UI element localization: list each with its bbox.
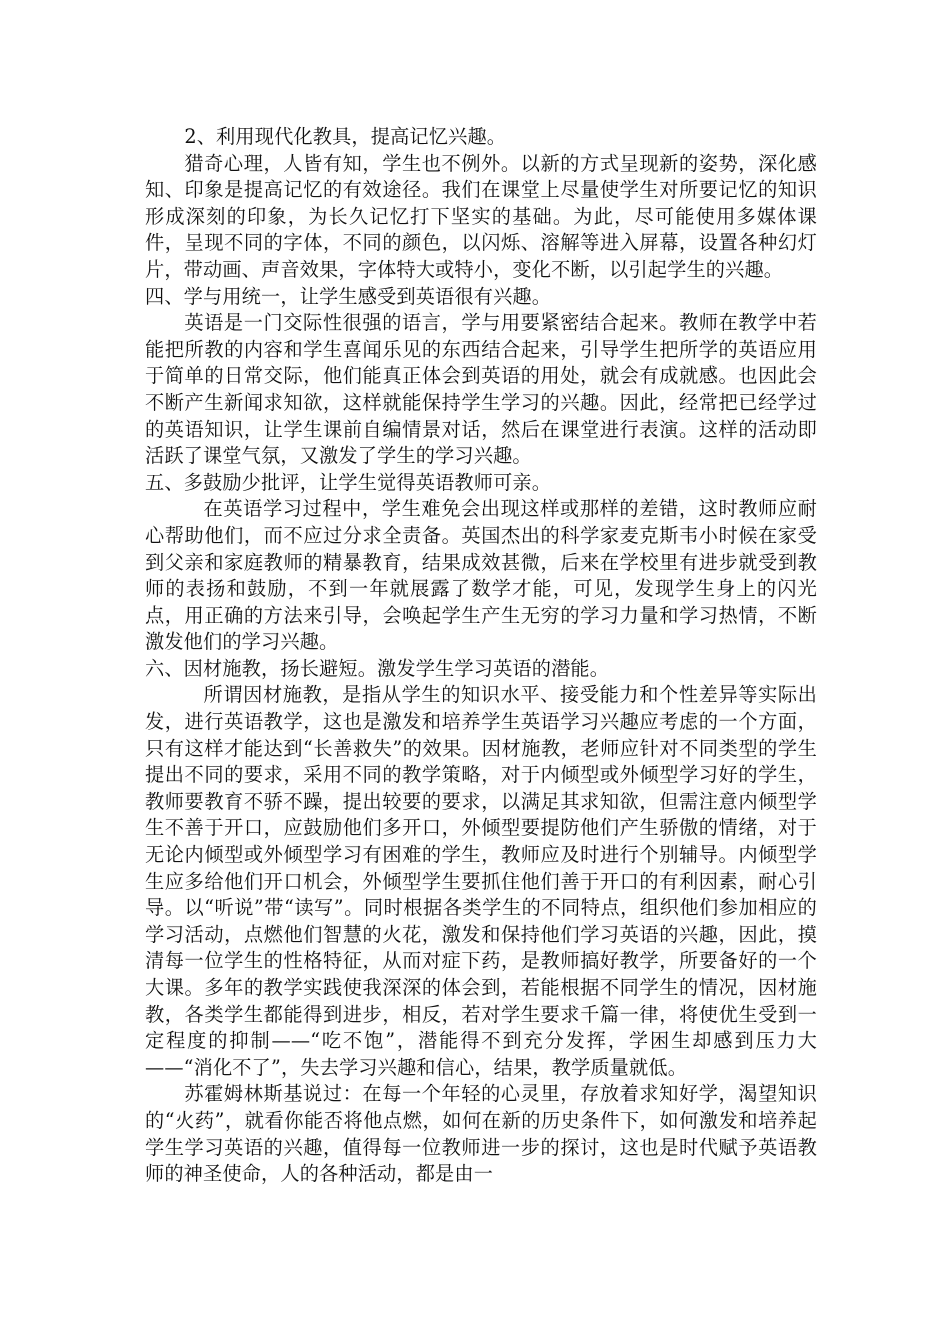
paragraph-encouragement: 在英语学习过程中，学生难免会出现这样或那样的差错，这时教师应耐心帮助他们，而不应过分求全责备。英国杰出的科学家麦克斯韦小时候在家受到父亲和家庭教师的精暴教育，结果成效甚微，后来在学校里有进步就受到教师的表扬和鼓励，不到一年就展露了数学才能，可见，发现学生身上的闪光点，用正确的方法来引导，会唤起学生产生无穷的学习力量和学习热情，不断激发他们的学习兴趣。 xyxy=(145,497,817,654)
section-heading-6: 六、因材施教，扬长避短。激发学生学习英语的潜能。 xyxy=(145,656,610,680)
paragraph-sukhomlinsky: 苏霍姆林斯基说过：在每一个年轻的心灵里，存放着求知好学，渴望知识的“火药”，就看你能否将他点燃，如何在新的历史条件下，如何激发和培养起学生学习英语的兴趣，值得每一位教师进一步的探讨，这也是时代赋予英语教师的神圣使命，人的各种活动，都是由一 xyxy=(145,1082,817,1186)
document-body xyxy=(145,124,817,1188)
section-heading-5: 五、多鼓励少批评，让学生觉得英语教师可亲。 xyxy=(145,470,552,494)
section-heading-4: 四、学与用统一，让学生感受到英语很有兴趣。 xyxy=(145,284,552,308)
paragraph-memory-interest: 猎奇心理，人皆有知，学生也不例外。以新的方式呈现新的姿势，深化感知、印象是提高记忆的有效途径。我们在课堂上尽量使学生对所要记忆的知识形成深刻的印象，为长久记忆打下坚实的基础。为此，尽可能使用多媒体课件，呈现不同的字体，不同的颜色，以闪烁、溶解等进入屏幕，设置各种幻灯片，带动画、声音效果，字体特大或特小，变化不断，以引起学生的兴趣。 xyxy=(145,151,817,281)
subheading-2: 2、利用现代化教具，提高记忆兴趣。 xyxy=(184,125,507,148)
paragraph-learning-use: 英语是一门交际性很强的语言，学与用要紧密结合起来。教师在教学中若能把所教的内容和学生喜闻乐见的东西结合起来，引导学生把所学的英语应用于简单的日常交际，他们能真正体会到英语的用处，就会有成就感。也因此会不断产生新闻求知欲，这样就能保持学生学习的兴趣。因此，经常把已经学过的英语知识，让学生课前自编情景对话，然后在课堂进行表演。这样的活动即活跃了课堂气氛，又激发了学生的学习兴趣。 xyxy=(145,311,817,468)
paragraph-individualized-teaching: 所谓因材施教，是指从学生的知识水平、接受能力和个性差异等实际出发，进行英语教学，这也是激发和培养学生英语学习兴趣应考虑的一个方面，只有这样才能达到“长善救失”的效果。因材施教，老师应针对不同类型的学生提出不同的要求，采用不同的教学策略，对于内倾型或外倾型学习好的学生，教师要教育不骄不躁，提出较要的要求，以满足其求知欲，但需注意内倾型学生不善于开口，应鼓励他们多开口，外倾型要提防他们产生骄傲的情绪，对于无论内倾型或外倾型学习有困难的学生，教师应及时进行个别辅导。内倾型学生应多给他们开口机会，外倾型学生要抓住他们善于开口的有利因素，耐心引导。以“听说”带“读写”。同时根据各类学生的不同特点，组织他们参加相应的学习活动，点燃他们智慧的火花，激发和保持他们学习英语的兴趣，因此，摸清每一位学生的性格特征，从而对症下药，是教师搞好教学，所要备好的一个大课。多年的教学实践使我深深的体会到，若能根据不同学生的情况，因材施教，各类学生都能得到进步，相反，若对学生要求千篇一律，将使优生受到一定程度的抑制——“吃不饱”，潜能得不到充分发挥，学困生却感到压力大——“消化不了”，失去学习兴趣和信心，结果，教学质量就低。 xyxy=(145,683,817,1079)
